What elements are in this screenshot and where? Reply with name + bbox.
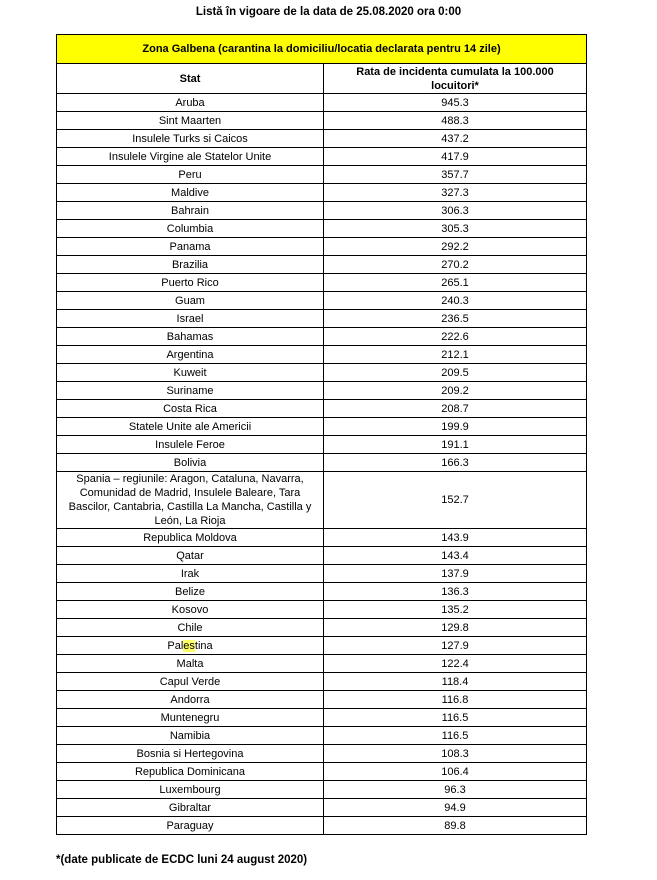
rate-cell: 265.1 — [324, 274, 587, 292]
country-cell: Puerto Rico — [57, 274, 324, 292]
table-row — [57, 655, 587, 673]
table-row — [57, 274, 587, 292]
yellow-zone-table — [56, 34, 587, 835]
table-row — [57, 400, 587, 418]
rate-cell: 116.5 — [324, 727, 587, 745]
table-row — [57, 310, 587, 328]
text-highlight: es — [183, 639, 195, 652]
country-cell: Malta — [57, 655, 324, 673]
rate-cell: 152.7 — [324, 472, 587, 529]
country-cell: Chile — [57, 619, 324, 637]
table-row — [57, 364, 587, 382]
table-row — [57, 799, 587, 817]
rate-cell: 191.1 — [324, 436, 587, 454]
rate-cell: 127.9 — [324, 637, 587, 655]
table-row — [57, 472, 587, 529]
country-cell: Republica Moldova — [57, 529, 324, 547]
table-row — [57, 817, 587, 835]
rate-cell: 417.9 — [324, 148, 587, 166]
table-row — [57, 148, 587, 166]
country-cell: Irak — [57, 565, 324, 583]
rate-cell: 305.3 — [324, 220, 587, 238]
rate-cell: 327.3 — [324, 184, 587, 202]
rate-cell: 89.8 — [324, 817, 587, 835]
country-cell: Palestina — [57, 637, 324, 655]
table-row — [57, 220, 587, 238]
country-cell: Kuweit — [57, 364, 324, 382]
country-cell: Insulele Virgine ale Statelor Unite — [57, 148, 324, 166]
country-cell: Andorra — [57, 691, 324, 709]
country-cell: Qatar — [57, 547, 324, 565]
column-header-country: Stat — [57, 64, 324, 94]
table-row — [57, 691, 587, 709]
rate-cell: 116.5 — [324, 709, 587, 727]
rate-cell: 143.9 — [324, 529, 587, 547]
table-row — [57, 583, 587, 601]
table-row — [57, 565, 587, 583]
rate-cell: 96.3 — [324, 781, 587, 799]
rate-cell: 357.7 — [324, 166, 587, 184]
table-body — [57, 94, 587, 835]
column-header-rate: Rata de incidenta cumulata la 100.000 locuitori* — [324, 64, 587, 94]
table-row — [57, 418, 587, 436]
rate-cell: 116.8 — [324, 691, 587, 709]
table-row — [57, 529, 587, 547]
rate-cell: 212.1 — [324, 346, 587, 364]
rate-cell: 106.4 — [324, 763, 587, 781]
table-row — [57, 94, 587, 112]
table-row — [57, 292, 587, 310]
country-cell: Maldive — [57, 184, 324, 202]
country-cell: Argentina — [57, 346, 324, 364]
table-row — [57, 202, 587, 220]
country-cell: Spania – regiunile: Aragon, Cataluna, Navarra, Comunidad de Madrid, Insulele Baleare, Tara Bascilor, Cantabria, Castilla La Mancha, Castilla y León, La Rioja — [57, 472, 324, 529]
table-row — [57, 781, 587, 799]
rate-cell: 199.9 — [324, 418, 587, 436]
table-row — [57, 673, 587, 691]
rate-cell: 437.2 — [324, 130, 587, 148]
rate-cell: 270.2 — [324, 256, 587, 274]
rate-cell: 135.2 — [324, 601, 587, 619]
country-cell: Columbia — [57, 220, 324, 238]
country-cell: Muntenegru — [57, 709, 324, 727]
footnote: *(date publicate de ECDC luni 24 august 2020) — [56, 854, 308, 866]
rate-cell: 945.3 — [324, 94, 587, 112]
country-cell: Peru — [57, 166, 324, 184]
table-row — [57, 328, 587, 346]
rate-cell: 94.9 — [324, 799, 587, 817]
rate-cell: 129.8 — [324, 619, 587, 637]
country-cell: Suriname — [57, 382, 324, 400]
column-header-row — [57, 64, 587, 94]
country-cell: Insulele Feroe — [57, 436, 324, 454]
rate-cell: 208.7 — [324, 400, 587, 418]
table-row — [57, 112, 587, 130]
table-row — [57, 166, 587, 184]
table-row — [57, 763, 587, 781]
country-cell: Panama — [57, 238, 324, 256]
table-row — [57, 256, 587, 274]
rate-cell: 292.2 — [324, 238, 587, 256]
table-row — [57, 346, 587, 364]
table-row — [57, 619, 587, 637]
country-cell: Bolivia — [57, 454, 324, 472]
rate-cell: 306.3 — [324, 202, 587, 220]
rate-cell: 488.3 — [324, 112, 587, 130]
country-cell: Kosovo — [57, 601, 324, 619]
zone-header-row — [57, 35, 587, 64]
country-cell: Bosnia si Hertegovina — [57, 745, 324, 763]
rate-cell: 136.3 — [324, 583, 587, 601]
country-cell: Paraguay — [57, 817, 324, 835]
table-row — [57, 547, 587, 565]
rate-cell: 166.3 — [324, 454, 587, 472]
country-cell: Insulele Turks si Caicos — [57, 130, 324, 148]
country-cell: Brazilia — [57, 256, 324, 274]
country-cell: Capul Verde — [57, 673, 324, 691]
country-cell: Statele Unite ale Americii — [57, 418, 324, 436]
table-row — [57, 130, 587, 148]
rate-cell: 137.9 — [324, 565, 587, 583]
country-cell: Republica Dominicana — [57, 763, 324, 781]
country-cell: Sint Maarten — [57, 112, 324, 130]
rate-cell: 222.6 — [324, 328, 587, 346]
table-row — [57, 727, 587, 745]
country-cell: Bahrain — [57, 202, 324, 220]
table-row — [57, 382, 587, 400]
zone-header: Zona Galbena (carantina la domiciliu/locatia declarata pentru 14 zile) — [57, 35, 587, 64]
table-row — [57, 601, 587, 619]
rate-cell: 236.5 — [324, 310, 587, 328]
rate-cell: 143.4 — [324, 547, 587, 565]
table-row — [57, 637, 587, 655]
table-row — [57, 184, 587, 202]
table-row — [57, 745, 587, 763]
country-cell: Namibia — [57, 727, 324, 745]
country-cell: Guam — [57, 292, 324, 310]
rate-cell: 108.3 — [324, 745, 587, 763]
country-cell: Belize — [57, 583, 324, 601]
page-title: Listă în vigoare de la data de 25.08.2020 ora 0:00 — [195, 6, 462, 18]
country-cell: Bahamas — [57, 328, 324, 346]
country-cell: Aruba — [57, 94, 324, 112]
rate-cell: 209.2 — [324, 382, 587, 400]
country-cell: Costa Rica — [57, 400, 324, 418]
rate-cell: 118.4 — [324, 673, 587, 691]
rate-cell: 240.3 — [324, 292, 587, 310]
rate-cell: 209.5 — [324, 364, 587, 382]
country-cell: Israel — [57, 310, 324, 328]
table-row — [57, 454, 587, 472]
country-cell: Luxembourg — [57, 781, 324, 799]
country-cell: Gibraltar — [57, 799, 324, 817]
rate-cell: 122.4 — [324, 655, 587, 673]
table-row — [57, 436, 587, 454]
table-row — [57, 709, 587, 727]
table-row — [57, 238, 587, 256]
